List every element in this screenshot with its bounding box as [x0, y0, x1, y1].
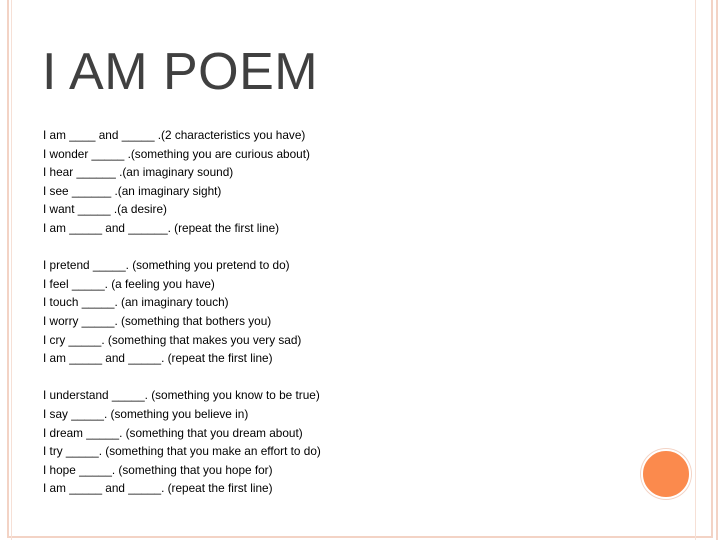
poem-line: I hear ______ .(an imaginary sound)	[43, 165, 234, 180]
decorative-rail	[11, 0, 12, 540]
poem-line: I understand _____. (something you know to be true)	[43, 388, 320, 403]
poem-line: I see ______ .(an imaginary sight)	[43, 183, 222, 198]
poem-line: I wonder _____ .(something you are curious about)	[43, 146, 310, 161]
poem-line: I am _____ and _____. (repeat the first line)	[43, 351, 273, 366]
poem-line: I want _____ .(a desire)	[43, 202, 167, 217]
poem-line: I am ____ and _____ .(2 characteristics you have)	[43, 128, 306, 142]
poem-line: I say _____. (something you believe in)	[43, 406, 249, 421]
poem-line: I touch _____. (an imaginary touch)	[43, 295, 229, 310]
poem-line: I dream _____. (something that you dream about)	[43, 425, 303, 440]
stanza-3	[43, 386, 603, 498]
decorative-circle-icon	[641, 449, 691, 499]
page-title: I AM POEM	[42, 43, 319, 101]
poem-line: I am _____ and _____. (repeat the first line)	[43, 481, 273, 496]
decorative-rail	[716, 0, 718, 540]
stanza-2	[43, 256, 603, 368]
poem-template	[43, 126, 603, 516]
poem-line: I cry _____. (something that makes you very sad)	[43, 332, 302, 347]
poem-line: I worry _____. (something that bothers you)	[43, 313, 272, 328]
poem-line: I feel _____. (a feeling you have)	[43, 276, 215, 291]
stanza-1	[43, 126, 603, 238]
poem-line: I try _____. (something that you make an effort to do)	[43, 444, 321, 459]
poem-line: I am _____ and ______. (repeat the first line)	[43, 220, 280, 235]
decorative-rail	[695, 0, 696, 540]
poem-line: I pretend _____. (something you pretend to do)	[43, 258, 290, 273]
poem-line: I hope _____. (something that you hope for)	[43, 462, 273, 477]
